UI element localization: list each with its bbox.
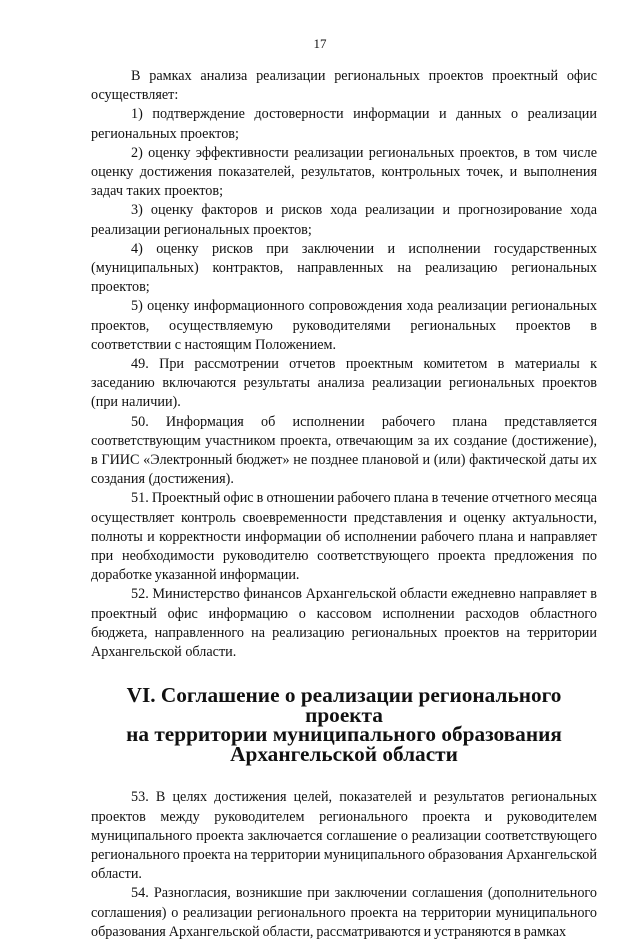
list-item-5: 5) оценку информационного сопровождения хода реализации региональных проектов, осуществляемую руководителями региональных проектов в соответствии с настоящим Положением. bbox=[91, 298, 597, 353]
list-item-1: 1) подтверждение достоверности информации и данных о реализации региональных проектов; bbox=[91, 106, 597, 142]
page-number: 17 bbox=[313, 36, 327, 51]
list-item-4: 4) оценку рисков при заключении и исполнении государственных (муниципальных) контрактов, направленных на реализацию региональных проектов; bbox=[91, 240, 597, 296]
section-heading-line-1: VI. Соглашение о реализации регионального проекта bbox=[126, 683, 562, 727]
paragraph-49: 49. При рассмотрении отчетов проектным комитетом в материалы к заседанию включаются результаты анализа реализации региональных проектов (при наличии). bbox=[91, 356, 597, 411]
section-heading-line-2: на территории муниципального образования bbox=[126, 722, 562, 747]
paragraph-50: 50. Информация об исполнении рабочего плана представляется соответствующим участником проекта, отвечающим за их создание (достижение), в ГИИС «Электронный бюджет» не позднее плановой и (или) фактической даты их создания (достижения). bbox=[91, 413, 597, 488]
document-body bbox=[91, 67, 597, 942]
paragraph-51: 51. Проектный офис в отношении рабочего плана в течение отчетного месяца осуществляет контроль своевременности представления и оценку актуальности, полноты и корректности информации об исполнении рабочего плана и направляет при необходимости руководителю соответствующего проекта предложения по доработке указанной информации. bbox=[91, 490, 597, 584]
paragraph-52: 52. Министерство финансов Архангельской области ежедневно направляет в проектный офис информацию о кассовом исполнении расходов областного бюджета, направленного на реализацию региональных проектов на территории Архангельской области. bbox=[91, 586, 597, 661]
paragraph-53: 53. В целях достижения целей, показателей и результатов региональных проектов между руководителем регионального проекта и руководителем муниципального проекта заключается соглашение о реализации соответствующего регионального проекта на территории муниципального образования Архангельской области. bbox=[91, 789, 597, 883]
list-item-3: 3) оценку факторов и рисков хода реализации и прогнозирование хода реализации региональных проектов; bbox=[91, 202, 597, 238]
section-heading bbox=[91, 662, 597, 788]
paragraph-54: 54. Разногласия, возникшие при заключении соглашения (дополнительного соглашения) о реализации регионального проекта на территории муниципального образования Архангельской области, рассматриваются и устраняются в рамках bbox=[91, 885, 597, 940]
section-heading-line-3: Архангельской области bbox=[230, 741, 458, 766]
paragraph-intro: В рамках анализа реализации региональных проектов проектный офис осуществляет: bbox=[91, 68, 597, 104]
list-item-2: 2) оценку эффективности реализации региональных проектов, в том числе оценку достижения показателей, результатов, контрольных точек, и выполнения задач таких проектов; bbox=[91, 144, 597, 200]
